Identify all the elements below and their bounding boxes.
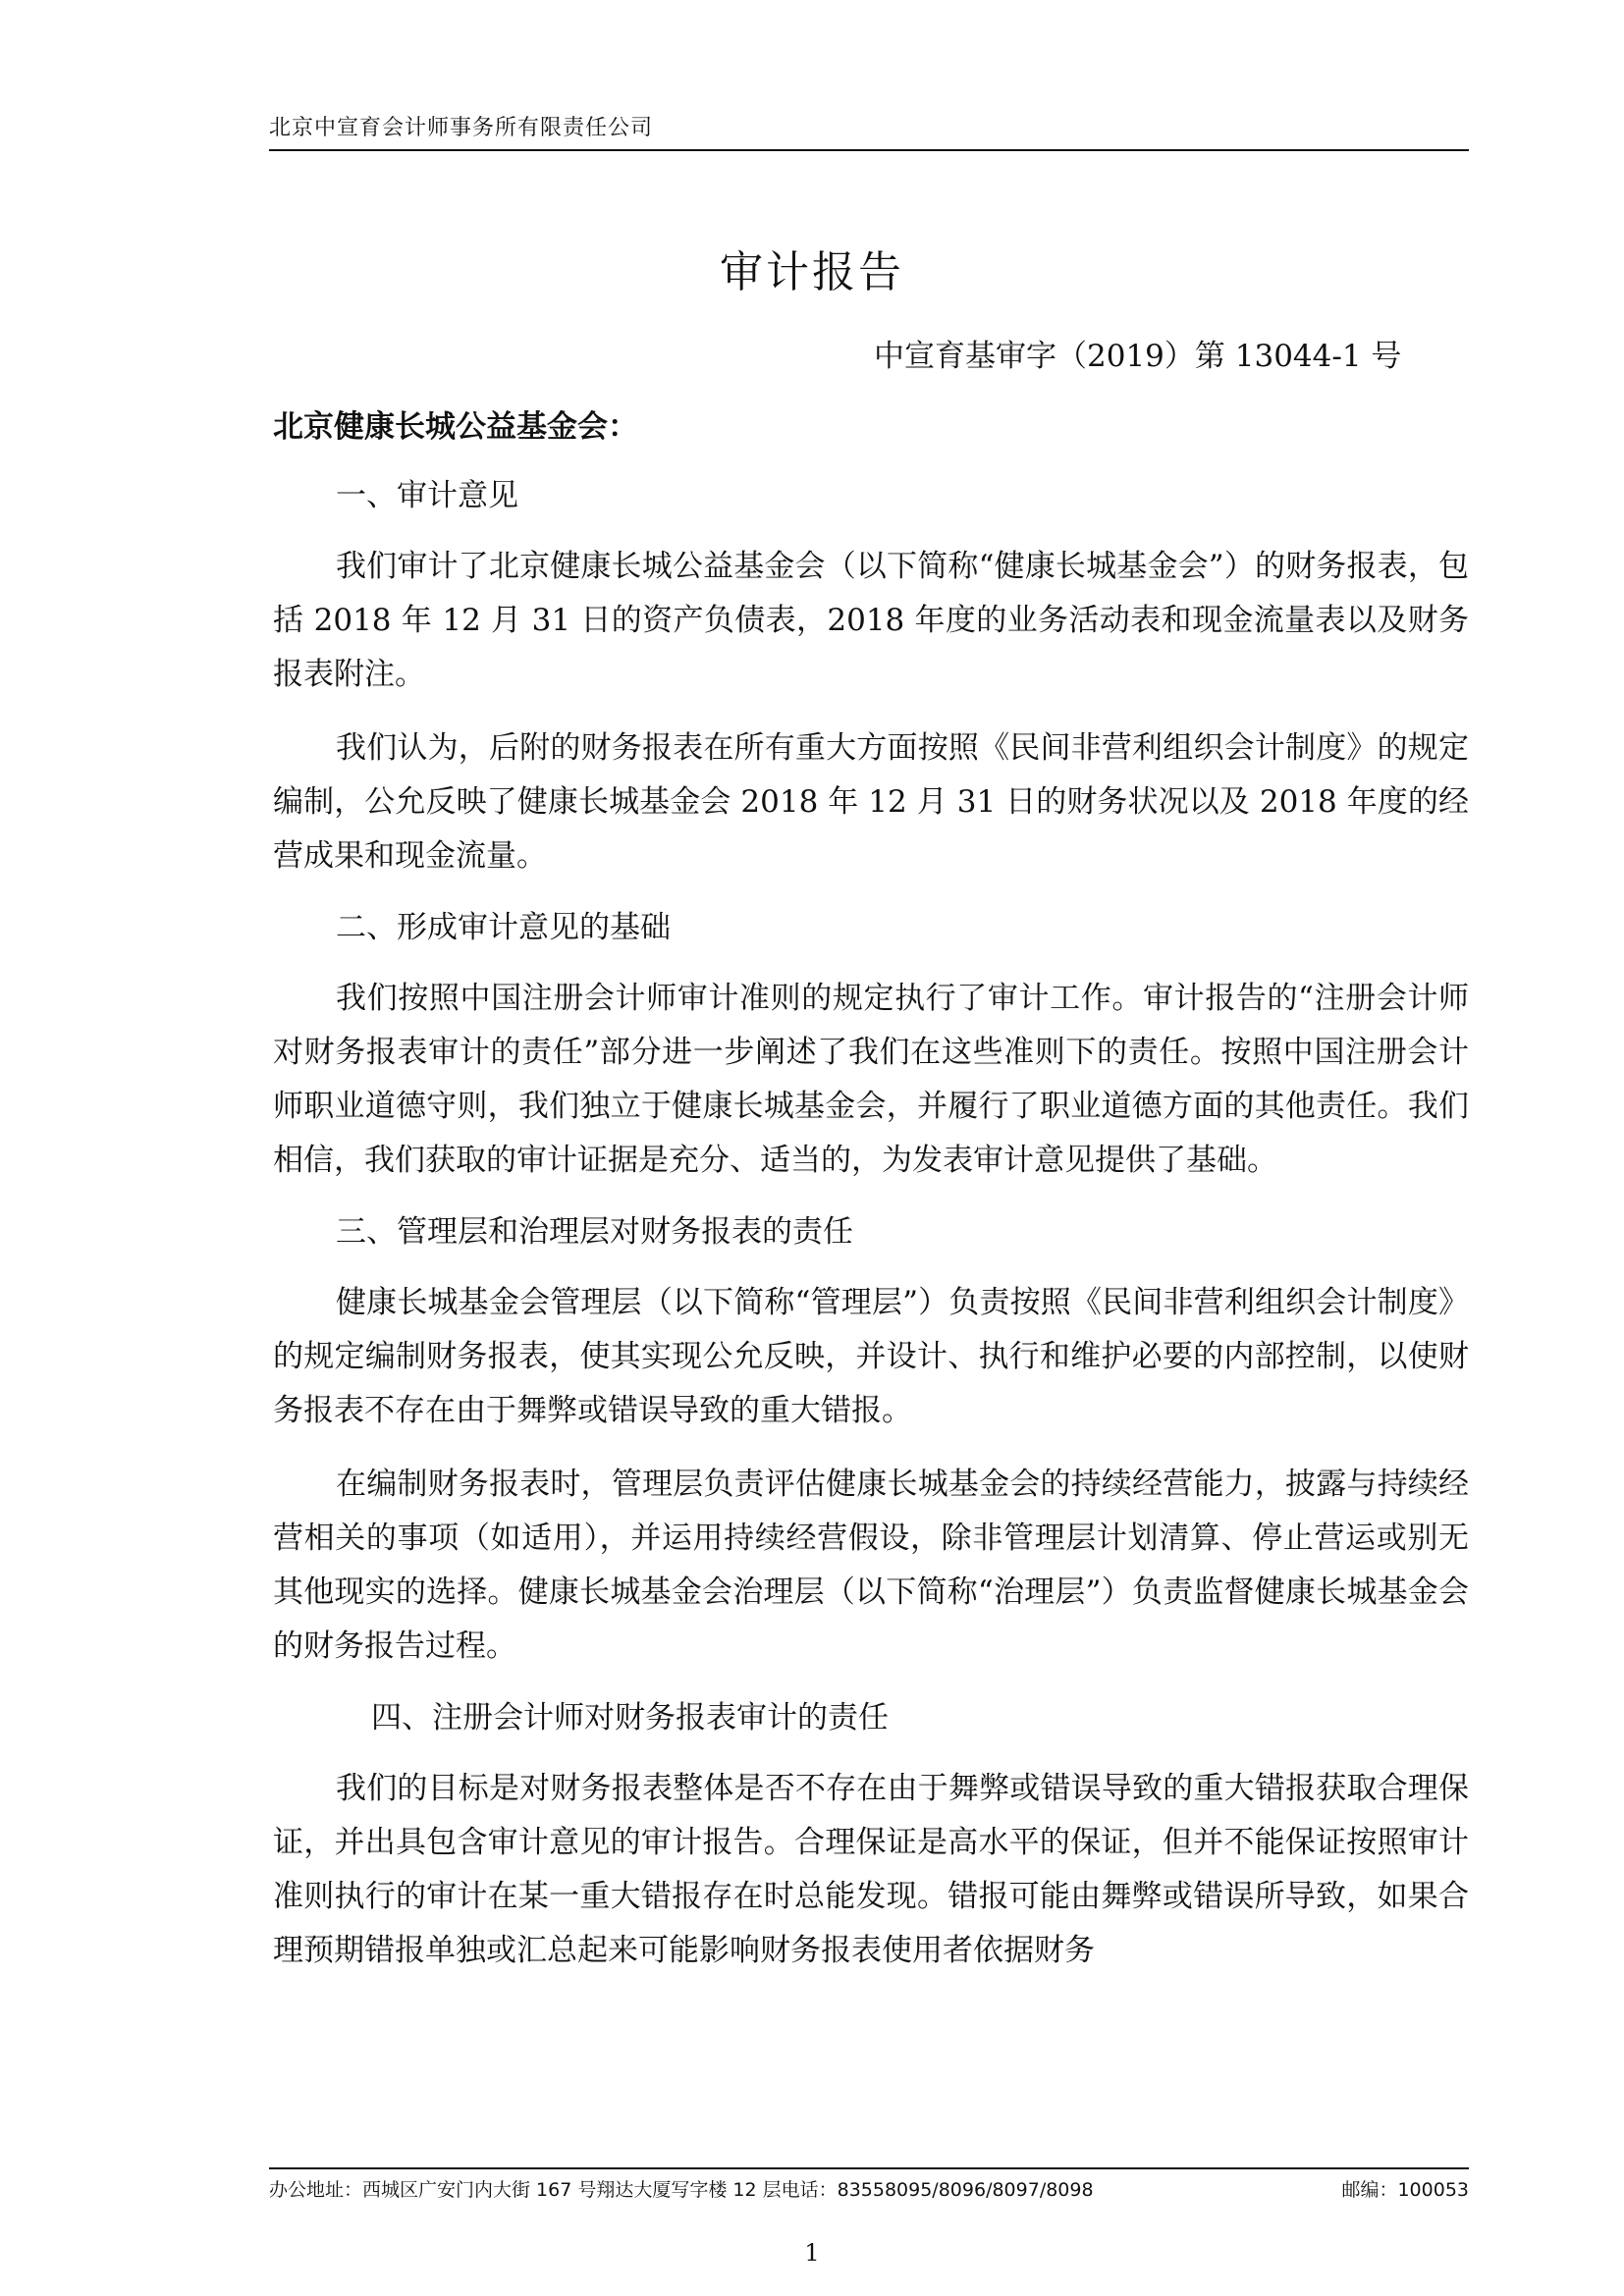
- paragraph: 我们审计了北京健康长城公益基金会（以下简称“健康长城基金会”）的财务报表，包括 2018 年 12 月 31 日的资产负债表，2018 年度的业务活动表和现金流量表以及财务报表附注。: [273, 549, 1469, 692]
- paragraph: 在编制财务报表时，管理层负责评估健康长城基金会的持续经营能力，披露与持续经营相关的事项（如适用），并运用持续经营假设，除非管理层计划清算、停止营运或别无其他现实的选择。健康长城基金会治理层（以下简称“治理层”）负责监督健康长城基金会的财务报告过程。: [273, 1467, 1469, 1664]
- paragraph: 我们按照中国注册会计师审计准则的规定执行了审计工作。审计报告的“注册会计师对财务报表审计的责任”部分进一步阐述了我们在这些准则下的责任。按照中国注册会计师职业道德守则，我们独立于健康长城基金会，并履行了职业道德方面的其他责任。我们相信，我们获取的审计证据是充分、适当的，为发表审计意见提供了基础。: [273, 981, 1469, 1178]
- page-header-firm-name: 北京中宣育会计师事务所有限责任公司: [269, 116, 654, 140]
- section-heading-basis: 二、形成审计意见的基础: [336, 910, 671, 945]
- footer-divider: [269, 2167, 1469, 2169]
- header-divider: [269, 149, 1469, 151]
- paragraph: 我们的目标是对财务报表整体是否不存在由于舞弊或错误导致的重大错报获取合理保证，并出具包含审计意见的审计报告。合理保证是高水平的保证，但并不能保证按照审计准则执行的审计在某一重大错报存在时总能发现。错报可能由舞弊或错误所导致，如果合理预期错报单独或汇总起来可能影响财务报表使用者依据财务: [273, 1771, 1469, 1968]
- page-number: 1: [804, 2239, 820, 2267]
- footer-address: 办公地址：西城区广安门内大街 167 号翔达大厦写字楼 12 层电话：83558095/8096/8097/8098: [269, 2179, 1094, 2201]
- report-title: 审计报告: [720, 247, 904, 297]
- report-body: [273, 402, 1469, 1998]
- section-heading-opinion: 一、审计意见: [336, 478, 518, 513]
- footer-postcode: 邮编：100053: [1341, 2179, 1469, 2201]
- document-number: 中宣育基审字（2019）第 13044-1 号: [874, 339, 1402, 374]
- paragraph: 我们认为，后附的财务报表在所有重大方面按照《民间非营利组织会计制度》的规定编制，公允反映了健康长城基金会 2018 年 12 月 31 日的财务状况以及 2018 年度的经营成果和现金流量。: [273, 730, 1469, 874]
- addressee: 北京健康长城公益基金会：: [273, 409, 638, 445]
- page-footer: [269, 2175, 1469, 2205]
- section-heading-auditor-responsibility: 四、注册会计师对财务报表审计的责任: [371, 1700, 889, 1735]
- paragraph: 健康长城基金会管理层（以下简称“管理层”）负责按照《民间非营利组织会计制度》的规定编制财务报表，使其实现公允反映，并设计、执行和维护必要的内部控制，以使财务报表不存在由于舞弊或错误导致的重大错报。: [273, 1285, 1469, 1428]
- section-heading-management-responsibility: 三、管理层和治理层对财务报表的责任: [336, 1214, 853, 1250]
